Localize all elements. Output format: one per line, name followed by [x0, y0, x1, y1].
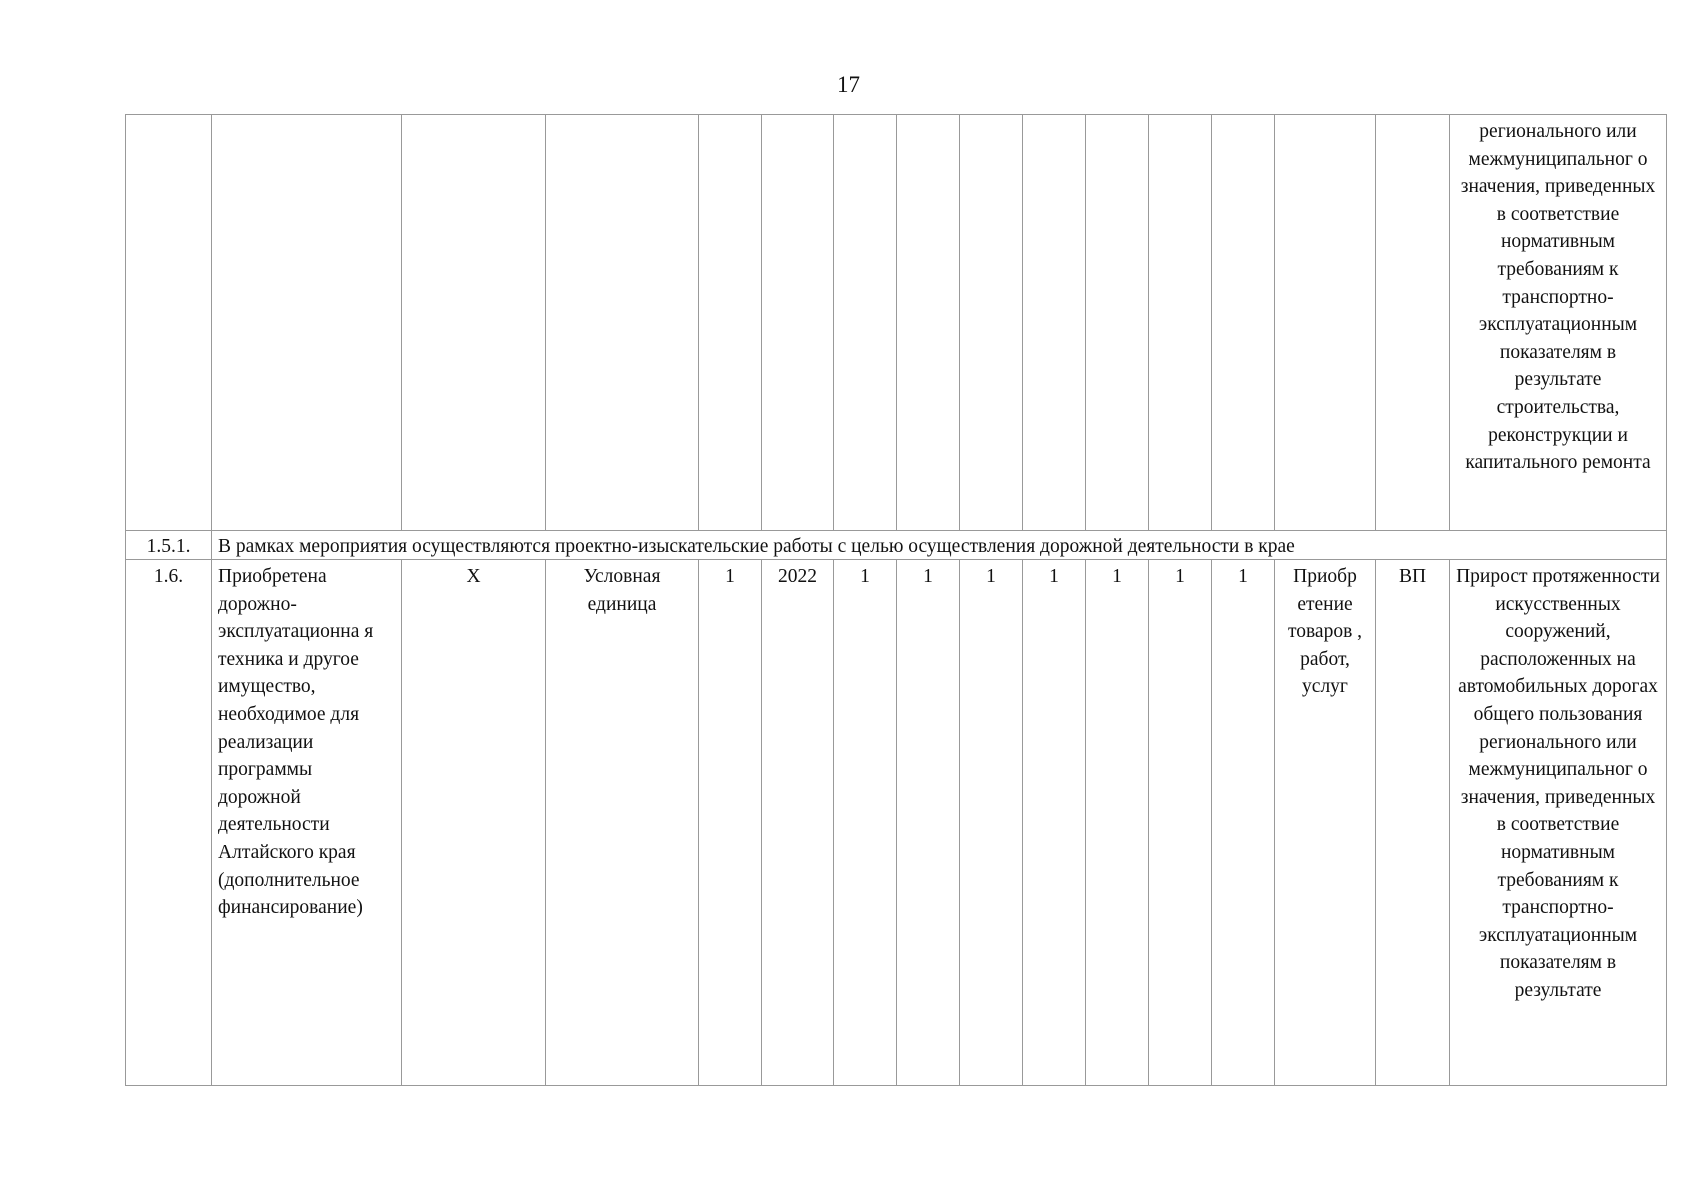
indicator-cell: регионального или межмуниципальног о значения, приведенных в соответствие нормативным требованиям к транспортно-эксплуатационным показателям в результате строительства, реконструкции и капитального ремонта	[1450, 115, 1667, 531]
cell-empty	[834, 115, 897, 531]
cell-empty	[960, 115, 1023, 531]
unit-cell: Условная единица	[546, 560, 699, 1086]
cell-empty	[1212, 115, 1275, 531]
base-year-cell: 2022	[762, 560, 834, 1086]
row-number: 1.6.	[126, 560, 212, 1086]
value-cell: 1	[960, 560, 1023, 1086]
cell-empty	[402, 115, 546, 531]
row-number: 1.5.1.	[126, 531, 212, 560]
table-row-item	[126, 560, 1667, 1086]
value-cell: 1	[1149, 560, 1212, 1086]
indicators-table	[125, 114, 1667, 1086]
table-row-continuation	[126, 115, 1667, 531]
mark-cell: Х	[402, 560, 546, 1086]
cell-empty	[1023, 115, 1086, 531]
value-cell: 1	[834, 560, 897, 1086]
base-value-cell: 1	[699, 560, 762, 1086]
cell-empty	[762, 115, 834, 531]
cell-empty	[212, 115, 402, 531]
indicator-cell: Прирост протяженности искусственных сооружений, расположенных на автомобильных дорогах общего пользования регионального или межмуниципальног о значения, приведенных в соответствие нормативным требованиям к транспортно-эксплуатационным показателям в результате	[1450, 560, 1667, 1086]
cell-empty	[699, 115, 762, 531]
page-number: 17	[837, 72, 860, 97]
table-row-subitem	[126, 531, 1667, 560]
value-cell: 1	[897, 560, 960, 1086]
cell-empty	[1275, 115, 1376, 531]
value-cell: 1	[1212, 560, 1275, 1086]
value-cell: 1	[1023, 560, 1086, 1086]
activity-cell: Приобр етение товаров , работ, услуг	[1275, 560, 1376, 1086]
code-cell: ВП	[1376, 560, 1450, 1086]
cell-empty	[126, 115, 212, 531]
result-description: Приобретена дорожно-эксплуатационна я техника и другое имущество, необходимое для реализации программы дорожной деятельности Алтайского края (дополнительное финансирование)	[212, 560, 402, 1086]
cell-empty	[546, 115, 699, 531]
cell-empty	[1149, 115, 1212, 531]
value-cell: 1	[1086, 560, 1149, 1086]
subitem-description: В рамках мероприятия осуществляются проектно-изыскательские работы с целью осуществления дорожной деятельности в крае	[212, 531, 1667, 560]
cell-empty	[897, 115, 960, 531]
cell-empty	[1086, 115, 1149, 531]
cell-empty	[1376, 115, 1450, 531]
